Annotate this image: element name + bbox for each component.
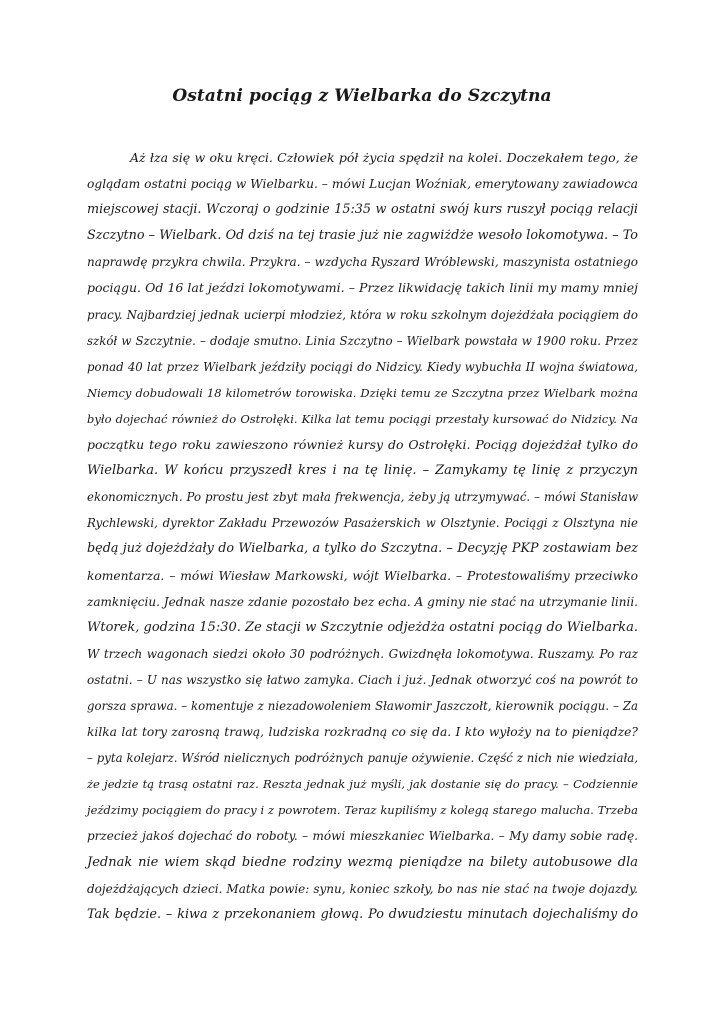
body-line: – pyta kolejarz. Wśród nielicznych podróżnych panuje ożywienie. Część z nich nie wiedziała, [87, 751, 638, 766]
body-line: Wielbarka. W końcu przyszedł kres i na tę linię. – Zamykamy tę linię z przyczyn [87, 463, 638, 479]
body-line: było dojechać również do Ostrołęki. Kilka lat temu pociągi przestały kursować do Nidzicy. Na [87, 411, 638, 426]
body-line: naprawdę przykra chwila. Przykra. – wzdycha Ryszard Wróblewski, maszynista ostatniego [87, 255, 638, 270]
body-line: W trzech wagonach siedzi około 30 podróżnych. Gwizdnęła lokomotywa. Ruszamy. Po raz [87, 646, 638, 661]
body-line: Wtorek, godzina 15:30. Ze stacji w Szczytnie odjeżdża ostatni pociąg do Wielbarka. [87, 619, 638, 635]
article-body [87, 145, 638, 928]
body-line: Aż łza się w oku kręci. Człowiek pół życia spędził na kolei. Doczekałem tego, że [130, 150, 638, 165]
body-line: ekonomicznych. Po prostu jest zbyt mała frekwencja, żeby ją utrzymywać. – mówi Stanisław [87, 490, 638, 505]
body-line: przecież jakoś dojechać do roboty. – mówi mieszkaniec Wielbarka. – My damy sobie radę. [87, 829, 638, 844]
body-line: pociągu. Od 16 lat jeździ lokomotywami. – Przez likwidację takich linii my mamy mniej [87, 280, 638, 296]
body-line: początku tego roku zawieszono również kursy do Ostrołęki. Pociąg dojeżdżał tylko do [87, 437, 638, 453]
body-line: Szczytno – Wielbark. Od dziś na tej trasie już nie zagwiżdże wesoło lokomotywa. – To [87, 228, 638, 244]
body-line: gorsza sprawa. – komentuje z niezadowoleniem Sławomir Jaszczołt, kierownik pociągu. – Za [87, 698, 638, 713]
body-line: Rychlewski, dyrektor Zakładu Przewozów Pasażerskich w Olsztynie. Pociągi z Olsztyna nie [87, 516, 638, 531]
body-line: pracy. Najbardziej jednak ucierpi młodzież, która w roku szkolnym dojeżdżała pociągiem do [87, 307, 638, 322]
article-title: Ostatni pociąg z Wielbarka do Szczytna [172, 86, 552, 106]
body-line: będą już dojeżdżały do Wielbarka, a tylko do Szczytna. – Decyzję PKP zostawiam bez [87, 541, 638, 557]
body-line: dojeżdżających dzieci. Matka powie: synu, koniec szkoły, bo nas nie stać na twoje dojazdy. [87, 881, 638, 896]
body-line: ostatni. – U nas wszystko się łatwo zamyka. Ciach i już. Jednak otworzyć coś na powrót to [87, 672, 638, 687]
body-line: szkół w Szczytnie. – dodaje smutno. Linia Szczytno – Wielbark powstała w 1900 roku. Przez [87, 333, 638, 348]
body-line: jeździmy pociągiem do pracy i z powrotem. Teraz kupiliśmy z kolegą starego malucha. Trzeba [87, 803, 638, 818]
body-line: Jednak nie wiem skąd biedne rodziny wezmą pieniądze na bilety autobusowe dla [87, 854, 638, 870]
body-line: komentarza. – mówi Wiesław Markowski, wójt Wielbarka. – Protestowaliśmy przeciwko [87, 568, 638, 583]
body-line: miejscowej stacji. Wczoraj o godzinie 15:35 w ostatni swój kurs ruszył pociąg relacji [87, 202, 638, 218]
body-line: że jedzie tą trasą ostatni raz. Reszta jednak już myśli, jak dostanie się do pracy. – Codziennie [87, 777, 638, 792]
body-line: oglądam ostatni pociąg w Wielbarku. – mówi Lucjan Woźniak, emerytowany zawiadowca [87, 177, 638, 192]
body-line: ponad 40 lat przez Wielbark jeździły pociągi do Nidzicy. Kiedy wybuchła II wojna światowa, [87, 359, 638, 374]
body-line: Niemcy dobudowali 18 kilometrów torowiska. Dzięki temu ze Szczytna przez Wielbark można [87, 385, 638, 400]
body-line: kilka lat tory zarosną trawą, ludziska rozkradną co się da. I kto wyłoży na to pieniądze? [87, 725, 638, 740]
body-line: zamknięciu. Jednak nasze zdanie pozostało bez echa. A gminy nie stać na utrzymanie linii. [87, 594, 638, 609]
body-line: Tak będzie. – kiwa z przekonaniem głową. Po dwudziestu minutach dojechaliśmy do [87, 906, 638, 922]
